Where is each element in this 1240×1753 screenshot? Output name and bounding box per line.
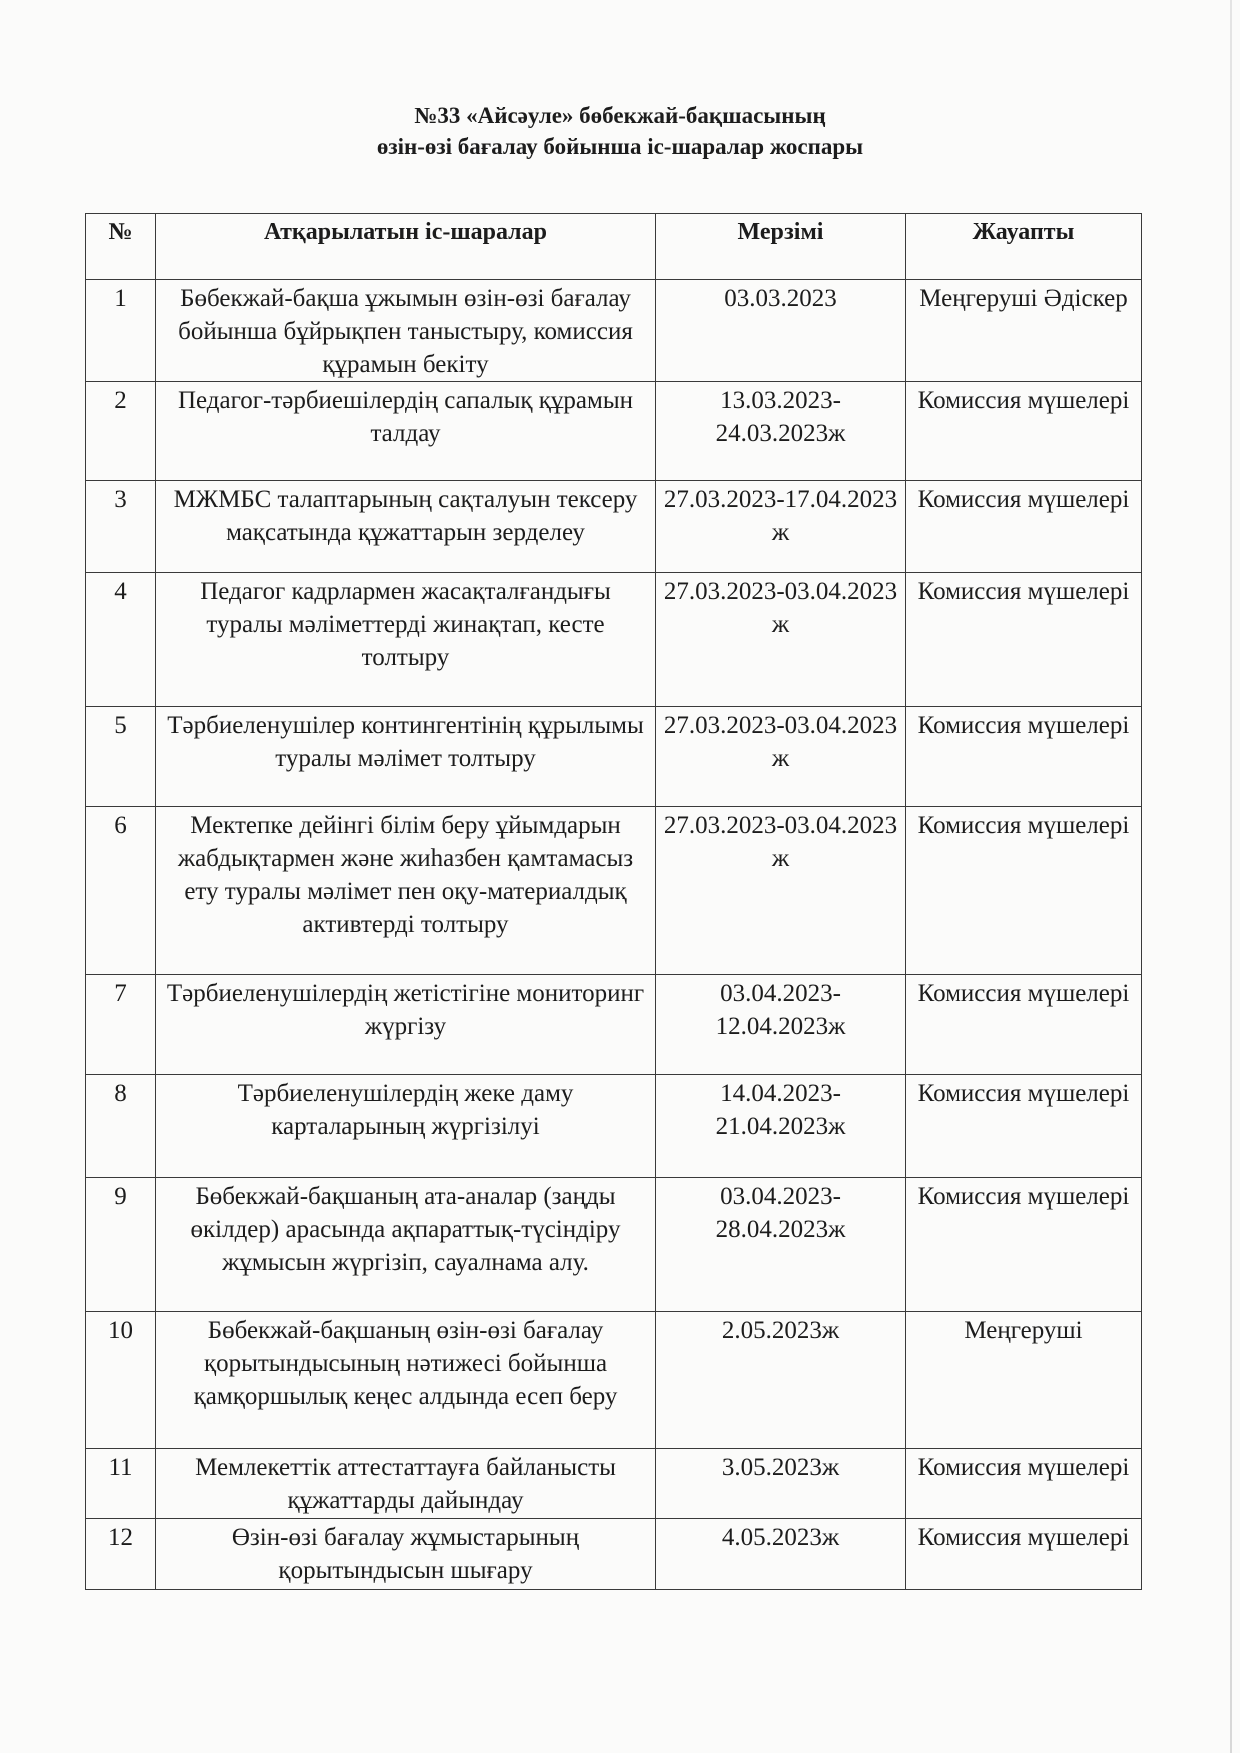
row-number: 3 [86,481,156,573]
row-activity: Тәрбиеленушілердің жеке даму карталарының жүргізілуі [156,1075,656,1178]
row-activity: Бөбекжай-бақша ұжымын өзін-өзі бағалау бойынша бұйрықпен таныстыру, комиссия құрамын бекіту [156,280,656,382]
row-activity: Тәрбиеленушілердің жетістігіне мониторинг жүргізу [156,975,656,1075]
row-activity: Бөбекжай-бақшаның ата-аналар (заңды өкілдер) арасында ақпараттық-түсіндіру жұмысын жүргізіп, сауалнама алу. [156,1178,656,1312]
row-responsible: Комиссия мүшелері [906,1075,1142,1178]
header-activity: Атқарылатын іс-шаралар [156,214,656,280]
row-responsible: Комиссия мүшелері [906,1519,1142,1590]
row-number: 6 [86,807,156,975]
row-activity: Мектепке дейінгі білім беру ұйымдарын жабдықтармен және жиһазбен қамтамасыз ету туралы мәлімет пен оқу-материалдық активтерді толтыру [156,807,656,975]
table-row [86,382,1142,481]
row-responsible: Меңгеруші Әдіскер [906,280,1142,382]
row-deadline: 13.03.2023-24.03.2023ж [656,382,906,481]
plan-table [85,213,1142,1590]
row-activity: Тәрбиеленушілер контингентінің құрылымы туралы мәлімет толтыру [156,707,656,807]
row-responsible: Комиссия мүшелері [906,1178,1142,1312]
table-row [86,1449,1142,1519]
row-number: 2 [86,382,156,481]
row-activity: Бөбекжай-бақшаның өзін-өзі бағалау қорытындысының нәтижесі бойынша қамқоршылық кеңес алдында есеп беру [156,1312,656,1449]
table-row [86,280,1142,382]
table-row [86,975,1142,1075]
row-deadline: 03.03.2023 [656,280,906,382]
row-deadline: 27.03.2023-03.04.2023 ж [656,807,906,975]
row-activity: Мемлекеттік аттестаттауға байланысты құжаттарды дайындау [156,1449,656,1519]
row-responsible: Комиссия мүшелері [906,481,1142,573]
table-header-row [86,214,1142,280]
header-number: № [86,214,156,280]
row-responsible: Комиссия мүшелері [906,807,1142,975]
row-number: 9 [86,1178,156,1312]
row-number: 5 [86,707,156,807]
row-responsible: Меңгеруші [906,1312,1142,1449]
title-line-1: №33 «Айсәуле» бөбекжай-бақшасының [414,103,826,128]
row-deadline: 27.03.2023-03.04.2023 ж [656,707,906,807]
table-row [86,1312,1142,1449]
table-row [86,1178,1142,1312]
row-responsible: Комиссия мүшелері [906,975,1142,1075]
scan-page-edge [1230,0,1232,1753]
row-number: 4 [86,573,156,707]
row-responsible: Комиссия мүшелері [906,382,1142,481]
table-row [86,481,1142,573]
row-responsible: Комиссия мүшелері [906,707,1142,807]
row-number: 12 [86,1519,156,1590]
row-deadline: 4.05.2023ж [656,1519,906,1590]
row-deadline: 27.03.2023-03.04.2023 ж [656,573,906,707]
row-activity: Педагог кадрлармен жасақталғандығы туралы мәліметтерді жинақтап, кесте толтыру [156,573,656,707]
document-title [0,100,1240,162]
table-row [86,807,1142,975]
row-deadline: 2.05.2023ж [656,1312,906,1449]
row-deadline: 03.04.2023-12.04.2023ж [656,975,906,1075]
row-activity: Педагог-тәрбиешілердің сапалық құрамын талдау [156,382,656,481]
table-row [86,1519,1142,1590]
title-line-2: өзін-өзі бағалау бойынша іс-шаралар жоспары [376,134,864,159]
row-deadline: 3.05.2023ж [656,1449,906,1519]
row-deadline: 14.04.2023-21.04.2023ж [656,1075,906,1178]
row-number: 10 [86,1312,156,1449]
row-activity: МЖМБС талаптарының сақталуын тексеру мақсатында құжаттарын зерделеу [156,481,656,573]
table-row [86,707,1142,807]
row-number: 8 [86,1075,156,1178]
row-number: 7 [86,975,156,1075]
row-number: 11 [86,1449,156,1519]
row-responsible: Комиссия мүшелері [906,573,1142,707]
row-number: 1 [86,280,156,382]
header-responsible: Жауапты [906,214,1142,280]
row-activity: Өзін-өзі бағалау жұмыстарының қорытындысын шығару [156,1519,656,1590]
header-deadline: Мерзімі [656,214,906,280]
table-row [86,1075,1142,1178]
row-responsible: Комиссия мүшелері [906,1449,1142,1519]
table-row [86,573,1142,707]
row-deadline: 03.04.2023-28.04.2023ж [656,1178,906,1312]
row-deadline: 27.03.2023-17.04.2023 ж [656,481,906,573]
